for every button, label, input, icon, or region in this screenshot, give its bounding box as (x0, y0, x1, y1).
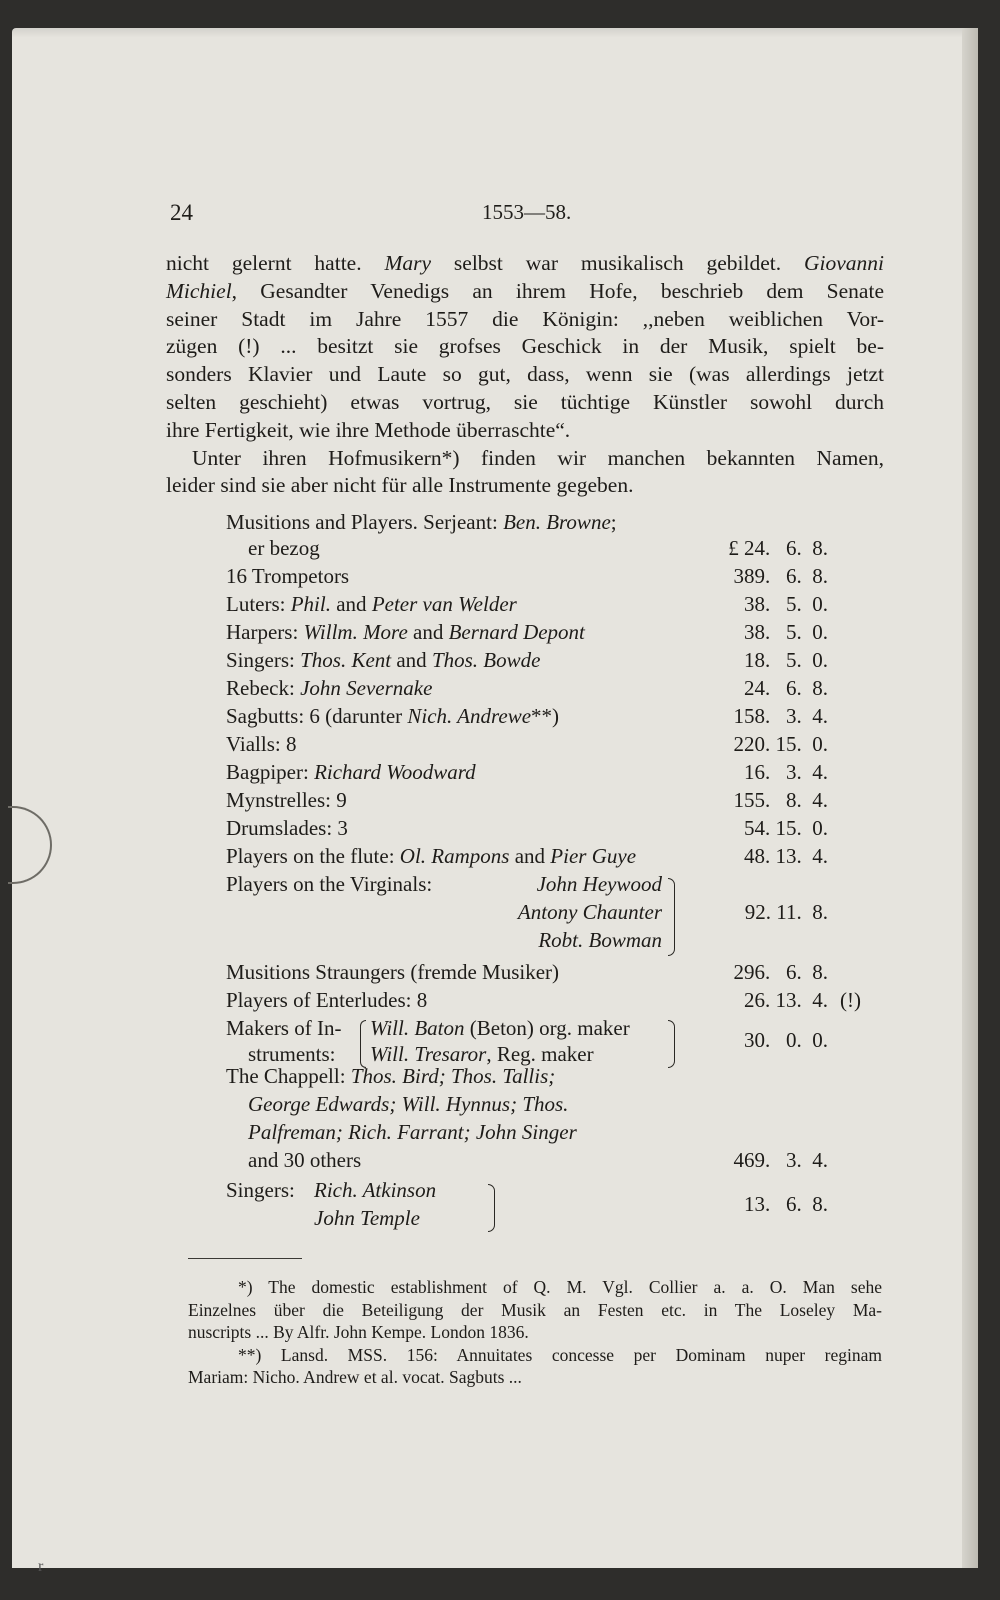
paragraph-1-line: sonders Klavier und Laute so gut, dass, wenn sie (was allerdings jetzt (166, 362, 884, 387)
roster-singers2-name: Rich. Atkinson (314, 1178, 437, 1202)
roster-trompetors-label: 16 Trompetors (226, 564, 350, 588)
roster-singers1-amount: 18. 5. 0. (744, 648, 828, 672)
footnote-line: nuscripts ... By Alfr. John Kempe. London 1836. (188, 1322, 529, 1342)
roster-virginals-name: John Heywood (536, 872, 662, 896)
roster-flute-label: Players on the flute: Ol. Rampons and Pier Guye (226, 844, 637, 868)
roster-virginals-amount: 92. 11. 8. (744, 900, 828, 924)
roster-interludes-note: (!) (840, 988, 861, 1012)
roster-straungers-amount: 296. 6. 8. (733, 960, 828, 984)
paragraph-1-line: zügen (!) ... besitzt sie grofses Geschick in der Musik, spielt be- (166, 334, 884, 359)
paragraph-1 (166, 250, 884, 445)
roster-mynstrelles-label: Mynstrelles: 9 (226, 788, 347, 812)
roster-bagpiper-amount: 16. 3. 4. (744, 760, 828, 784)
roster-harpers-amount: 38. 5. 0. (744, 620, 828, 644)
roster-chappell-label: George Edwards; Will. Hynnus; Thos. (248, 1092, 569, 1116)
roster-luters-amount: 38. 5. 0. (744, 592, 828, 616)
roster-makers-amount: 30. 0. 0. (744, 1028, 828, 1052)
footnote-line: Mariam: Nicho. Andrew et al. vocat. Sagbuts ... (188, 1367, 522, 1387)
roster-virginals-name: Robt. Bowman (538, 928, 662, 952)
roster-rebeck-amount: 24. 6. 8. (744, 676, 828, 700)
roster-sagbutts-label: Sagbutts: 6 (darunter Nich. Andrewe**) (226, 704, 560, 728)
footnote-line: *) The domestic establishment of Q. M. Vgl. Collier a. a. O. Man sehe (238, 1277, 882, 1297)
paragraph-1-line: Michiel, Gesandter Venedigs an ihrem Hofe, beschrieb dem Senate (166, 278, 884, 303)
roster-vialls-label: Vialls: 8 (226, 732, 297, 756)
roster-chappell-label: Palfreman; Rich. Farrant; John Singer (248, 1120, 577, 1144)
page-number: 24 (170, 200, 193, 225)
roster-musitions-amount: £ 24. 6. 8. (728, 536, 828, 560)
roster-sagbutts-amount: 158. 3. 4. (733, 704, 828, 728)
roster-vialls-amount: 220. 15. 0. (733, 732, 828, 756)
footnote-line: **) Lansd. MSS. 156: Annuitates concesse per Dominam nuper reginam (238, 1344, 882, 1365)
page-spine-edge (962, 28, 978, 1568)
footnote-rule (188, 1258, 302, 1259)
roster-makers-label: struments: (248, 1042, 336, 1066)
page-top-shadow (12, 28, 978, 38)
running-head: 1553—58. (482, 200, 572, 224)
paragraph-2-line: Unter ihren Hofmusikern*) finden wir manchen bekannten Namen, (192, 445, 884, 470)
roster-bagpiper-label: Bagpiper: Richard Woodward (226, 760, 476, 784)
page-header (12, 200, 978, 230)
roster-makers-brace-left (360, 1020, 366, 1068)
paragraph-1-line: selten geschieht) etwas vortrug, sie tüchtige Künstler sowohl durch (166, 389, 884, 414)
roster-luters-label: Luters: Phil. and Peter van Welder (226, 592, 517, 616)
roster-musitions-label: Musitions and Players. Serjeant: Ben. Browne; (226, 510, 617, 534)
roster-singers1-label: Singers: Thos. Kent and Thos. Bowde (226, 648, 541, 672)
roster-harpers-label: Harpers: Willm. More and Bernard Depont (226, 620, 585, 644)
paragraph-1-line: nicht gelernt hatte. Mary selbst war musikalisch gebildet. Giovanni (166, 251, 884, 275)
roster-singers2-brace (488, 1184, 495, 1232)
roster-singers2-amount: 13. 6. 8. (744, 1192, 828, 1216)
margin-pencil-mark: r (38, 1558, 44, 1575)
roster-makers-name: Will. Tresaror, Reg. maker (370, 1042, 594, 1066)
roster-chappell-label: The Chappell: Thos. Bird; Thos. Tallis; (226, 1064, 556, 1088)
paragraph-2 (166, 445, 884, 501)
roster-chappell-amount: 469. 3. 4. (733, 1148, 828, 1172)
roster-straungers-label: Musitions Straungers (fremde Musiker) (226, 960, 560, 984)
footnote-line: Einzelnes über die Beteiligung der Musik an Festen etc. in The Loseley Ma- (188, 1299, 882, 1320)
roster-musitions-label: er bezog (248, 536, 320, 560)
roster-mynstrelles-amount: 155. 8. 4. (733, 788, 828, 812)
roster-makers-label: Makers of In- (226, 1016, 342, 1040)
book-page (12, 28, 978, 1575)
footnotes (188, 1276, 882, 1389)
paragraph-1-line: ihre Fertigkeit, wie ihre Methode überraschte“. (166, 417, 571, 442)
roster-makers-name: Will. Baton (Beton) org. maker (370, 1016, 630, 1040)
roster-singers2-name: John Temple (314, 1206, 420, 1230)
roster-interludes-label: Players of Enterludes: 8 (226, 988, 428, 1012)
body-text (166, 250, 884, 500)
roster-drumslades-amount: 54. 15. 0. (744, 816, 828, 840)
margin-bookmark-mark (8, 806, 52, 884)
paragraph-2-line: leider sind sie aber nicht für alle Instrumente gegeben. (166, 473, 634, 498)
roster-rebeck-label: Rebeck: John Severnake (226, 676, 433, 700)
roster-drumslades-label: Drumslades: 3 (226, 816, 348, 840)
roster-flute-amount: 48. 13. 4. (744, 844, 828, 868)
roster-chappell-label: and 30 others (248, 1148, 362, 1172)
roster-makers-brace-right (668, 1020, 675, 1068)
roster-virginals-brace (668, 878, 675, 956)
roster-virginals-label: Players on the Virginals: (226, 872, 433, 896)
roster-virginals-name: Antony Chaunter (517, 900, 662, 924)
roster-trompetors-amount: 389. 6. 8. (733, 564, 828, 588)
paragraph-1-line: seiner Stadt im Jahre 1557 die Königin: ,,neben weiblichen Vor- (166, 306, 884, 331)
roster-singers2-label: Singers: (226, 1178, 295, 1202)
roster-interludes-amount: 26. 13. 4. (744, 988, 828, 1012)
